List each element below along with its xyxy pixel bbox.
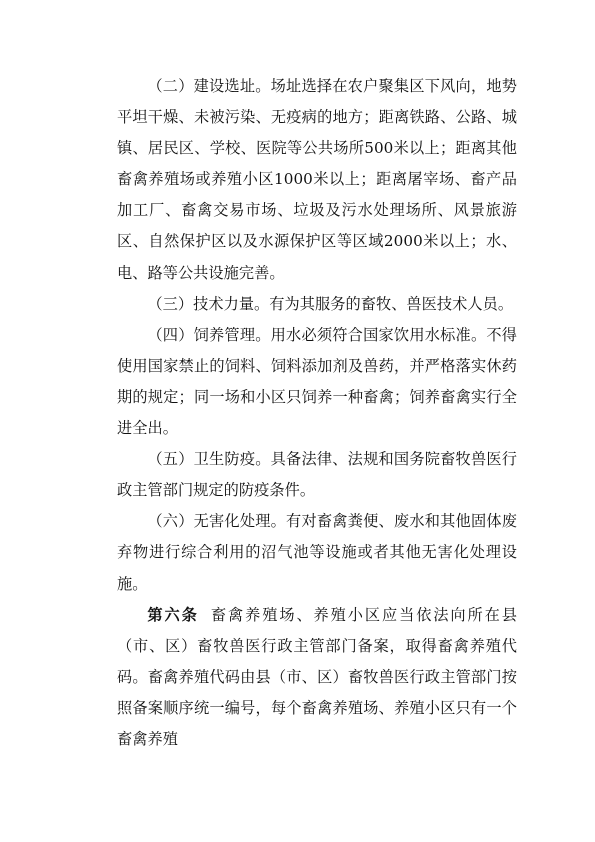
paragraph-feeding-management: （四）饲养管理。用水必须符合国家饮用水标准。不得使用国家禁止的饲料、饲料添加剂及兽药，并严格落实休药期的规定；同一场和小区只饲养一种畜禽；饲养畜禽实行全进全出。 (117, 325, 517, 438)
article-number: 第六条 (147, 605, 199, 624)
article-six-text: 畜禽养殖场、养殖小区应当依法向所在县（市、区）畜牧兽医行政主管部门备案，取得畜禽养殖代码。畜禽养殖代码由县（市、区）畜牧兽医行政主管部门按照备案顺序统一编号，每个畜禽养殖场、养殖小区只有一个畜禽养殖 (117, 605, 518, 748)
paragraph-site-selection: （二）建设选址。场址选择在农户聚集区下风向，地势平坦干燥、未被污染、无疫病的地方；距离铁路、公路、城镇、居民区、学校、医院等公共场所500米以上；距离其他畜禽养殖场或养殖小区1000米以上；距离屠宰场、畜产品加工厂、畜禽交易市场、垃圾及污水处理场所、风景旅游区、自然保护区以及水源保护区等区域2000米以上；水、电、路等公共设施完善。 (117, 77, 517, 282)
paragraph-epidemic-prevention: （五）卫生防疫。具备法律、法规和国务院畜牧兽医行政主管部门规定的防疫条件。 (117, 450, 517, 500)
paragraph-harmless-treatment: （六）无害化处理。有对畜禽粪便、废水和其他固体废弃物进行综合利用的沼气池等设施或者其他无害化处理设施。 (117, 512, 517, 593)
paragraph-technical-staff: （三）技术力量。有为其服务的畜牧、兽医技术人员。 (147, 294, 514, 313)
document-body (117, 71, 517, 755)
article-six-paragraph (117, 600, 517, 755)
